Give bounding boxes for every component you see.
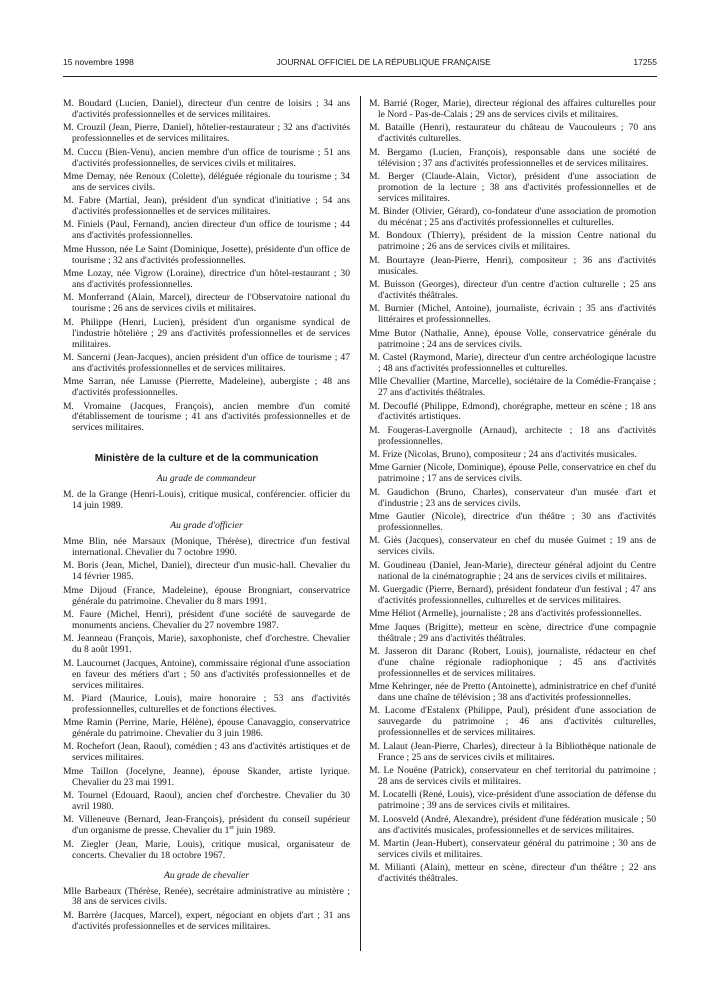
list-item: Mme Jaques (Brigitte), metteur en scène, directrice d'une compagnie théâtrale ; 29 ans d'activités théâtrales. (369, 621, 656, 644)
list-item: M. Guergadic (Pierre, Bernard), président fondateur d'un festival ; 47 ans d'activités professionnelles, culturelles et de services militaires. (369, 583, 656, 606)
list-item: M. Gaudichon (Bruno, Charles), conservateur d'un musée d'art et d'industrie ; 23 ans de services civils. (369, 486, 656, 509)
list-item: M. Goudineau (Daniel, Jean-Marie), directeur général adjoint du Centre national de la cinématographie ; 24 ans de services civils et militaires. (369, 559, 656, 582)
list-item: Mme Husson, née Le Saint (Dominique, Josette), présidente d'un office de tourisme ; 32 ans d'activités professionnelles. (63, 243, 350, 266)
list-item: M. Decouflé (Philippe, Edmond), chorégraphe, metteur en scène ; 18 ans d'activités artistiques. (369, 400, 656, 423)
list-item: M. Faure (Michel, Henri), président d'une société de sauvegarde de monuments anciens. Chevalier du 27 novembre 1987. (63, 609, 350, 631)
list-item: M. Crouzil (Jean, Pierre, Daniel), hôtelier-restaurateur ; 32 ans d'activités professionnelles et de services militaires. (63, 122, 350, 145)
list-item: M. Le Nouëne (Patrick), conservateur en chef territorial du patrimoine ; 28 ans de services civils et militaires. (369, 764, 656, 787)
list-item: M. Monferrand (Alain, Marcel), directeur de l'Observatoire national du tourisme ; 26 ans de services civils et militaires. (63, 292, 350, 315)
list-item: M. Finiels (Paul, Fernand), ancien directeur d'un office de tourisme ; 44 ans d'activités professionnelles. (63, 219, 350, 242)
list-item: Mme Kehringer, née de Pretto (Antoinette), administratrice en chef d'unité dans une chaîne de télévision ; 38 ans d'activités professionnelles. (369, 681, 656, 704)
list-item: M. Laucournet (Jacques, Antoine), commissaire régional d'une association en faveur des métiers d'art ; 50 ans d'activités professionnelles et de services militaires. (63, 657, 350, 691)
list-item: M. Fabre (Martial, Jean), président d'un syndicat d'initiative ; 54 ans d'activités professionnelles et de services militaires. (63, 195, 350, 218)
list-item: M. Boudard (Lucien, Daniel), directeur d'un centre de loisirs ; 34 ans d'activités professionnelles et de services militaires. (63, 98, 350, 120)
list-item: M. Ziegler (Jean, Marie, Louis), critique musical, organisateur de concerts. Chevalier du 18 octobre 1967. (63, 838, 350, 861)
list-item: M. Giès (Jacques), conservateur en chef du musée Guimet ; 19 ans de services civils. (369, 535, 656, 558)
list-item: Mme Lozay, née Vigrow (Loraine), directrice d'un hôtel-restaurant ; 30 ans d'activités professionnelles. (63, 268, 350, 291)
list-item: M. Sancerni (Jean-Jacques), ancien président d'un office de tourisme ; 47 ans d'activités professionnelles et de services militaires. (63, 351, 350, 374)
list-item: Mme Héliot (Armelle), journaliste ; 28 ans d'activités professionnelles. (369, 608, 642, 620)
list-item: M. Burnier (Michel, Antoine), journaliste, écrivain ; 35 ans d'activités littéraires et professionnelles. (369, 303, 656, 326)
list-item: M. Lacome d'Estalenx (Philippe, Paul), président d'une association de sauvegarde du patrimoine ; 46 ans d'activités culturelles, professionnelles et de services militaires. (369, 705, 656, 739)
list-item: Mlle Barbeaux (Thérèse, Renée), secrétaire administrative au ministère ; 38 ans de services civils. (63, 885, 350, 908)
list-item: M. Berger (Claude-Alain, Victor), président d'une association de promotion de la lecture ; 38 ans d'activités professionnelles et de services militaires. (369, 170, 656, 204)
chevalier-entries-list (63, 887, 350, 933)
list-item: M. Barrié (Roger, Marie), directeur régional des affaires culturelles pour le Nord - Pas-de-Calais ; 29 ans de services civils et militaires. (369, 98, 656, 120)
list-item: M. Bourtayre (Jean-Pierre, Henri), compositeur ; 36 ans d'activités musicales. (369, 254, 656, 277)
header-rule (63, 76, 657, 77)
list-item: M. Bondoux (Thierry), président de la mission Centre national du patrimoine ; 26 ans de services civils et militaires. (369, 230, 656, 253)
list-item: M. de la Grange (Henri-Louis), critique musical, conférencier. officier du 14 juin 1989. (63, 489, 350, 512)
entry-villeneuve: M. Villeneuve (Bernard, Jean-François), président du conseil supérieur d'un organisme de presse. Chevalier du 1er juin 1989. (63, 814, 350, 837)
list-item: Mlle Chevallier (Martine, Marcelle), sociétaire de la Comédie-Française ; 27 ans d'activités théâtrales. (369, 376, 656, 399)
grade-chevalier-heading: Au grade de chevalier (164, 869, 249, 881)
officier-entries-list (63, 537, 350, 813)
header-journal-title: JOURNAL OFFICIEL DE LA RÉPUBLIQUE FRANÇAISE (276, 57, 491, 67)
list-item: M. Buisson (Georges), directeur d'un centre d'action culturelle ; 25 ans d'activités théâtrales. (369, 279, 656, 301)
list-item: M. Milianti (Alain), metteur en scène, directeur d'un théâtre ; 22 ans d'activités théâtrales. (369, 862, 656, 885)
list-item: Mme Blin, née Marsaux (Monique, Thérèse), directrice d'un festival international. Chevalier du 7 octobre 1990. (63, 536, 350, 559)
list-item: M. Lalaut (Jean-Pierre, Charles), directeur à la Bibliothèque nationale de France ; 25 ans de services civils et militaires. (369, 740, 656, 763)
page-header (63, 55, 657, 69)
continued-entries-list (63, 99, 350, 434)
list-item: M. Cuccu (Bien-Venu), ancien membre d'un office de tourisme ; 51 ans d'activités professionnelles, de services civils et militaires. (63, 146, 350, 169)
list-item: Mme Dijoud (France, Madeleine), épouse Brongniart, conservatrice générale du patrimoine. Chevalier du 8 mars 1991. (63, 584, 350, 607)
list-item: Mme Butor (Nathalie, Anne), épouse Volle, conservatrice générale du patrimoine ; 24 ans de services civils. (369, 327, 656, 350)
list-item: M. Fougeras-Lavergnolle (Arnaud), architecte ; 18 ans d'activités professionnelles. (369, 424, 656, 447)
section-title: Ministère de la culture et de la communication (94, 453, 319, 465)
grade-commandeur-heading: Au grade de commandeur (156, 473, 257, 485)
right-column (369, 99, 656, 887)
list-item: M. Barrère (Jacques, Marcel), expert, négociant en objets d'art ; 31 ans d'activités professionnelles et de services militaires. (63, 909, 350, 932)
list-item: M. Philippe (Henri, Lucien), président d'un organisme syndical de l'industrie hôtelière ; 29 ans d'activités professionnelles et de services militaires. (63, 316, 350, 350)
header-page-number: 17255 (633, 57, 657, 67)
commandeur-entries-list (63, 490, 350, 512)
list-item: Mme Taillon (Jocelyne, Jeanne), épouse Skander, artiste lyrique. Chevalier du 23 mai 1991. (63, 765, 350, 788)
list-item: M. Locatelli (René, Louis), vice-président d'une association de défense du patrimoine ; 39 ans de services civils et militaires. (369, 789, 656, 812)
list-item: M. Castel (Raymond, Marie), directeur d'un centre archéologique lacustre ; 48 ans d'activités professionnelles et culturelles. (369, 351, 656, 374)
left-column (63, 99, 350, 935)
list-item: M. Bergamo (Lucien, François), responsable dans une société de télévision ; 37 ans d'activités professionnelles et de services militaires. (369, 146, 656, 169)
grade-officier-heading: Au grade d'officier (170, 520, 243, 532)
list-item: Mme Demay, née Renoux (Colette), déléguée régionale du tourisme ; 34 ans de services civils. (63, 170, 350, 193)
list-item: M. Vromaine (Jacques, François), ancien membre d'un comité d'établissement de tourisme ; 41 ans d'activités professionnelles et de services militaires. (63, 400, 350, 434)
list-item: M. Frize (Nicolas, Bruno), compositeur ; 24 ans d'activités musicales. (369, 449, 637, 461)
right-entries-list (369, 99, 656, 885)
column-divider (360, 96, 361, 951)
header-date: 15 novembre 1998 (63, 57, 134, 67)
list-item: M. Piard (Maurice, Louis), maire honoraire ; 53 ans d'activités professionnelles, culturelles et de fonctions électives. (63, 692, 350, 715)
list-item: Mme Ramin (Perrine, Marie, Hélène), épouse Canavaggio, conservatrice générale du patrimoine. Chevalier du 3 juin 1986. (63, 717, 350, 740)
list-item: M. Tournel (Edouard, Raoul), ancien chef d'orchestre. Chevalier du 30 avril 1980. (63, 790, 350, 813)
list-item: Mme Sarran, née Lanusse (Pierrette, Madeleine), aubergiste ; 48 ans d'activités professionnelles. (63, 376, 350, 399)
list-item: M. Rochefort (Jean, Raoul), comédien ; 43 ans d'activités artistiques et de services militaires. (63, 741, 350, 764)
list-item: M. Bataille (Henri), restaurateur du château de Vaucouleurs ; 70 ans d'activités culturelles. (369, 122, 656, 145)
list-item: M. Jasseron dit Daranc (Robert, Louis), journaliste, rédacteur en chef d'une chaîne régionale radiophonique ; 45 ans d'activités professionnelles et de services militaires. (369, 645, 656, 679)
list-item: M. Loosveld (André, Alexandre), président d'une fédération musicale ; 50 ans d'activités musicales, professionnelles et de services militaires. (369, 813, 656, 836)
officier-entries-list-end (63, 840, 350, 862)
list-item: M. Boris (Jean, Michel, Daniel), directeur d'un music-hall. Chevalier du 14 février 1985. (63, 560, 350, 583)
list-item: M. Martin (Jean-Hubert), conservateur général du patrimoine ; 30 ans de services civils et militaires. (369, 837, 656, 860)
list-item: Mme Garnier (Nicole, Dominique), épouse Pelle, conservatrice en chef du patrimoine ; 17 ans de services civils. (369, 462, 656, 485)
list-item: M. Binder (Olivier, Gérard), co-fondateur d'une association de promotion du mécénat ; 25 ans d'activités professionnelles et culturelles. (369, 206, 656, 229)
list-item: M. Jeanneau (François, Marie), saxophoniste, chef d'orchestre. Chevalier du 8 août 1991. (63, 633, 350, 656)
list-item: Mme Gautier (Nicole), directrice d'un théâtre ; 30 ans d'activités professionnelles. (369, 511, 656, 533)
